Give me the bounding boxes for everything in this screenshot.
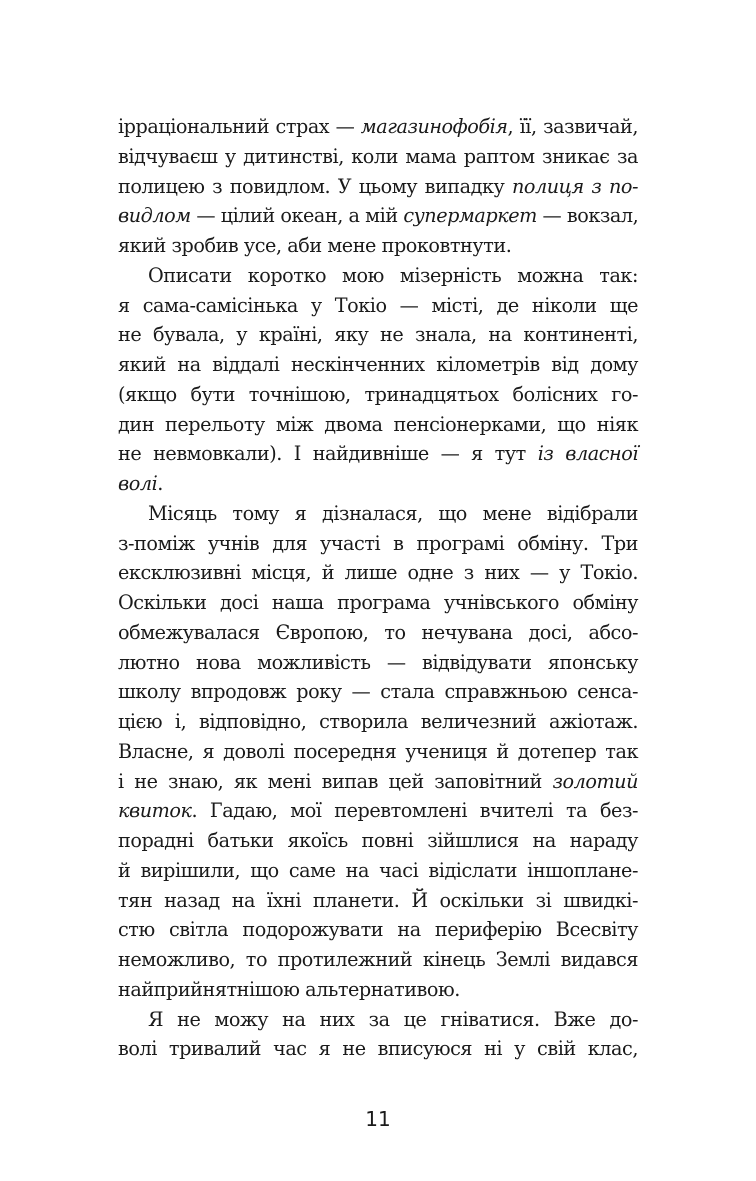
text-line: [118, 558, 638, 588]
text-line: [118, 499, 638, 529]
text-segment: Описати коротко мою мізерність можна так:: [148, 263, 638, 287]
text-segment: волі тривалий час я не вписуюся ні у свій клас,: [118, 1037, 638, 1061]
text-segment: школу впродовж року — стала справжньою сенса-: [118, 680, 638, 704]
text-line: [118, 1005, 638, 1035]
text-line: [118, 291, 638, 321]
body-text: [118, 112, 638, 1064]
text-line: [118, 588, 638, 618]
italic-text: квиток: [118, 799, 192, 823]
text-line: [118, 529, 638, 559]
text-segment: дин перельоту між двома пенсіонерками, що ніяк: [118, 412, 638, 436]
text-segment: цією і, відповідно, створила величезний ажіотаж.: [118, 710, 638, 733]
text-segment: — цілий океан, а мій: [190, 204, 404, 228]
text-line: [118, 915, 638, 945]
text-line: [118, 767, 638, 797]
text-segment: порадні батьки якоїсь повні зійшлися на нараду: [118, 829, 638, 852]
text-segment: .: [157, 472, 163, 495]
italic-text: волі: [118, 472, 158, 495]
text-segment: Місяць тому я дізналася, що мене відібрали: [148, 501, 638, 525]
text-line: [118, 231, 638, 261]
page-number: 11: [365, 1107, 391, 1131]
text-segment: Власне, я доволі посередня учениця й дотепер так: [118, 739, 638, 763]
text-line: [118, 707, 638, 737]
text-segment: ірраціональний страх —: [118, 115, 361, 138]
text-line: [118, 826, 638, 856]
text-line: [118, 410, 638, 440]
text-segment: — вокзал,: [536, 204, 639, 228]
text-line: [118, 975, 638, 1005]
text-segment: ексклюзивні місця, й лише одне з них — у Токіо.: [118, 561, 638, 585]
italic-text: полиця з по-: [511, 174, 639, 198]
italic-text: магазинофобія: [360, 115, 508, 138]
text-line: [118, 320, 638, 350]
text-line: [118, 439, 638, 469]
text-line: [118, 201, 638, 231]
text-segment: неможливо, то протилежний кінець Землі видався: [118, 948, 638, 971]
text-line: [118, 856, 638, 886]
text-segment: й вирішили, що саме на часі відіслати іншоплане-: [118, 858, 638, 882]
text-segment: стю світла подорожувати на периферію Всесвіту: [118, 918, 638, 942]
text-line: [118, 172, 638, 202]
text-line: [118, 886, 638, 916]
text-line: [118, 677, 638, 707]
text-segment: , її, зазвичай,: [507, 115, 638, 138]
text-segment: тян назад на їхні планети. Й оскільки зі швидкі-: [118, 888, 638, 912]
text-segment: Я не можу на них за це гніватися. Вже до-: [148, 1007, 638, 1031]
text-line: [118, 261, 638, 291]
text-line: [118, 796, 638, 826]
text-line: [118, 945, 638, 975]
italic-text: із власної: [537, 442, 638, 466]
text-segment: не невмовкали). І найдивніше — я тут: [118, 442, 538, 466]
text-line: [118, 380, 638, 410]
text-segment: . Гадаю, мої перевтомлені вчителі та без-: [191, 799, 638, 823]
text-segment: Оскільки досі наша програма учнівського обміну: [118, 591, 638, 614]
text-segment: відчуваєш у дитинстві, коли мама раптом зникає за: [118, 144, 638, 168]
text-line: [118, 737, 638, 767]
italic-text: видлом: [118, 204, 191, 228]
text-segment: (якщо бути точнішою, тринадцятьох болісних го-: [118, 382, 638, 406]
italic-text: золотий: [552, 769, 638, 793]
text-segment: я сама-самісінька у Токіо — місті, де ніколи ще: [118, 293, 638, 317]
text-segment: обмежувалася Європою, то нечувана досі, абсо-: [118, 620, 638, 644]
text-segment: не бувала, у країні, яку не знала, на континенті,: [118, 323, 638, 347]
text-line: [118, 648, 638, 678]
text-segment: який на віддалі нескінченних кілометрів від дому: [118, 353, 638, 376]
text-segment: найприйнятнішою альтернативою.: [118, 977, 460, 1001]
text-line: [118, 142, 638, 172]
text-line: [118, 350, 638, 380]
text-line: [118, 618, 638, 648]
text-segment: який зробив усе, аби мене проковтнути.: [118, 234, 512, 257]
text-segment: з-поміж учнів для участі в програмі обміну. Три: [118, 531, 638, 555]
text-segment: лютно нова можливість — відвідувати японську: [118, 650, 638, 674]
text-line: [118, 469, 638, 499]
text-line: [118, 112, 638, 142]
italic-text: супермаркет: [403, 204, 537, 228]
text-line: [118, 1034, 638, 1064]
text-segment: полицею з повидлом. У цьому випадку: [118, 174, 512, 198]
text-segment: і не знаю, як мені випав цей заповітний: [118, 769, 553, 793]
